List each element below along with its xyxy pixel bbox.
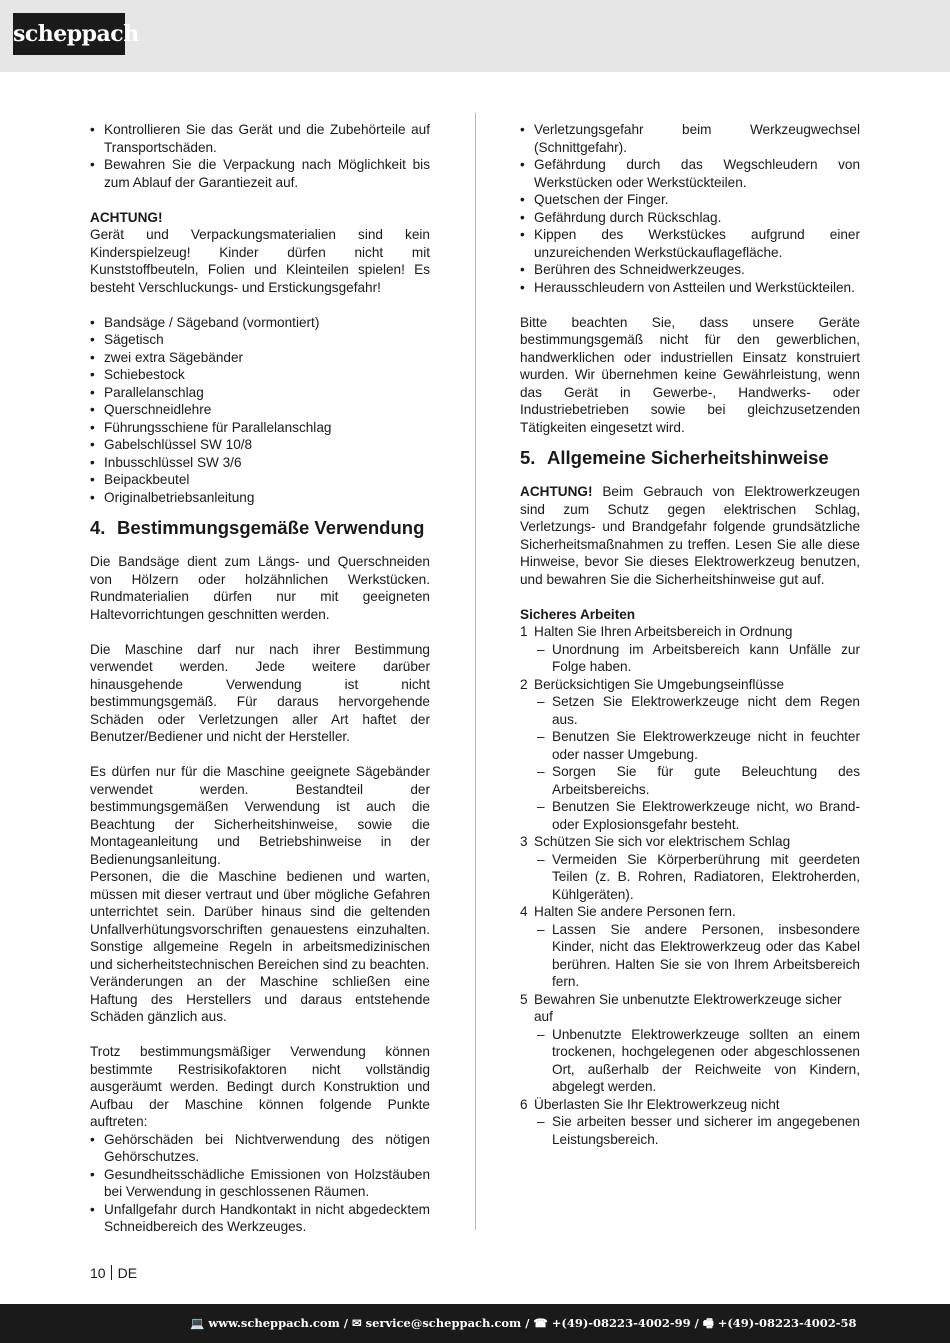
dash-marker: –	[537, 921, 545, 937]
page-number-separator	[111, 1265, 112, 1280]
rule-number: 6	[520, 1096, 528, 1112]
list-item: • Bewahren Sie die Verpackung nach Möglichkeit bis zum Ablauf der Garantiezeit auf.	[90, 156, 430, 191]
list-item: • Beipackbeutel	[90, 471, 430, 489]
list-item: • Gefährdung durch das Wegschleudern von Werkstücken oder Werkstückteilen.	[520, 156, 860, 191]
subsection-title: Sicheres Arbeiten	[520, 606, 636, 622]
rule-detail: Lassen Sie andere Personen, insbesondere Kinder, nicht das Elektrowerkzeug oder das Kabel berühren. Halten Sie sie von Ihrem Arbeitsbereich fern.	[552, 921, 860, 989]
section-4-heading	[90, 517, 430, 539]
list-item: • Unfallgefahr durch Handkontakt in nicht abgedecktem Schneidbereich des Werkzeuges.	[90, 1201, 430, 1236]
warning-label: ACHTUNG!	[520, 484, 593, 499]
language-code: DE	[117, 1265, 138, 1281]
section-number: 4.	[90, 517, 106, 538]
rule-number: 4	[520, 904, 528, 919]
list-item: • Sägetisch	[90, 331, 430, 349]
paragraph: Es dürfen nur für die Maschine geeignete Sägebänder verwendet werden. Bestandteil der bestimmungsgemäßen Verwendung ist auch die Beachtung der Sicherheitshinweise, sowie die Montageanleitung und Betriebshinweise in der Bedienungsanleitung.	[90, 764, 430, 867]
list-item: • Gefährdung durch Rückschlag.	[520, 209, 860, 227]
safety-rule	[520, 623, 860, 676]
list-item: • Gabelschlüssel SW 10/8	[90, 436, 430, 454]
rule-detail: Sorgen Sie für gute Beleuchtung des Arbeitsbereichs.	[552, 764, 860, 797]
paragraph: Trotz bestimmungsmäßiger Verwendung können bestimmte Restrisikofaktoren nicht vollständig ausgeräumt werden. Bedingt durch Konstruktion und Aufbau der Maschine können folgende Punkte auftreten:	[90, 1044, 430, 1129]
left-column	[90, 121, 430, 1236]
dash-marker: –	[537, 1114, 545, 1129]
dash-marker: –	[537, 764, 545, 779]
list-item: • Berühren des Schneidwerkzeuges.	[520, 261, 860, 279]
list-item: • Bandsäge / Sägeband (vormontiert)	[90, 314, 430, 332]
page-header	[0, 0, 950, 72]
warning-text: Gerät und Verpackungsmaterialien sind kein Kinderspielzeug! Kinder dürfen nicht mit Kunststoffbeuteln, Folien und Kleinteilen spielen! Es besteht Verschluckungs- und Erstickungsgefahr!	[90, 227, 430, 295]
rule-number: 1	[520, 624, 528, 639]
dash-marker: –	[537, 851, 545, 867]
rule-detail: Setzen Sie Elektrowerkzeuge nicht dem Regen aus.	[552, 694, 860, 727]
list-item: • Schiebestock	[90, 366, 430, 384]
paragraph: Bitte beachten Sie, dass unsere Geräte bestimmungsgemäß nicht für den gewerblichen, handwerklichen oder industriellen Einsatz konstruiert wurden. Wir übernehmen keine Gewährleistung, wenn das Gerät in Gewerbe-, Handwerks- oder Industriebetrieben sowie bei gleichzusetzenden Tätigkeiten eingesetzt wird.	[520, 314, 860, 435]
list-item: • Kontrollieren Sie das Gerät und die Zubehörteile auf Transportschäden.	[90, 121, 430, 156]
dash-marker: –	[537, 729, 545, 744]
rule-detail: Benutzen Sie Elektrowerkzeuge nicht, wo Brand- oder Explosionsgefahr besteht.	[552, 799, 860, 832]
rule-text: Berücksichtigen Sie Umgebungseinflüsse	[534, 676, 785, 692]
rule-number: 3	[520, 834, 528, 849]
list-item: • Querschneidlehre	[90, 401, 430, 419]
list-item: • Parallelanschlag	[90, 384, 430, 402]
list-item: • Gesundheitsschädliche Emissionen von Holzstäuben bei Verwendung in geschlossenen Räumen.	[90, 1166, 430, 1201]
list-item: • Gehörschäden bei Nichtverwendung des nötigen Gehörschutzes.	[90, 1131, 430, 1166]
list-item: • zwei extra Sägebänder	[90, 349, 430, 367]
list-item: • Quetschen der Finger.	[520, 191, 860, 209]
safety-rule	[520, 676, 860, 834]
dash-marker: –	[537, 799, 545, 814]
list-item: • Verletzungsgefahr beim Werkzeugwechsel (Schnittgefahr).	[520, 121, 860, 156]
section-title: Allgemeine Sicherheitshinweise	[547, 447, 829, 468]
page-footer	[0, 1304, 950, 1343]
page-number-value: 10	[90, 1265, 106, 1281]
page-number	[90, 1265, 137, 1282]
safety-rule	[520, 833, 860, 903]
footer-contact: 💻 www.scheppach.com / ✉ service@scheppach.com / ☎ +(49)-08223-4002-99 / 🖷 +(49)-08223-4002-58	[190, 1316, 857, 1330]
rule-detail: Sie arbeiten besser und sicherer im angegebenen Leistungsbereich.	[552, 1114, 860, 1147]
rule-text: Schützen Sie sich vor elektrischem Schlag	[534, 834, 791, 849]
rule-detail: Unordnung im Arbeitsbereich kann Unfälle zur Folge haben.	[552, 641, 860, 674]
rule-text: Überlasten Sie Ihr Elektrowerkzeug nicht	[534, 1096, 780, 1112]
dash-marker: –	[537, 1026, 545, 1042]
list-item: • Kippen des Werkstückes aufgrund einer unzureichenden Werkstückauflagefläche.	[520, 226, 860, 261]
section-number: 5.	[520, 447, 536, 468]
paragraph: Die Maschine darf nur nach ihrer Bestimmung verwendet werden. Jede weitere darüber hinausgehende Verwendung ist nicht bestimmungsgemäß. Für daraus hervorgehende Schäden oder Verletzungen aller Art haftet der Benutzer/Bediener und nicht der Hersteller.	[90, 641, 430, 744]
rule-text: Halten Sie andere Personen fern.	[534, 904, 736, 919]
dash-marker: –	[537, 641, 545, 657]
warning-title: ACHTUNG!	[90, 209, 163, 225]
dash-marker: –	[537, 694, 545, 709]
rule-text: Bewahren Sie unbenutzte Elektrowerkzeuge sicher auf	[534, 991, 842, 1024]
residual-risk-list	[90, 1131, 430, 1236]
residual-risk-list-continued	[520, 121, 860, 296]
rule-detail: Unbenutzte Elektrowerkzeuge sollten an einem trockenen, hochgelegenen oder abgeschlossenen Ort, außerhalb der Reichweite von Kindern, abgelegt werden.	[552, 1026, 860, 1094]
right-column	[520, 121, 860, 1148]
rule-number: 5	[520, 991, 528, 1007]
paragraph: Personen, die die Maschine bedienen und warten, müssen mit dieser vertraut und über mögliche Gefahren unterrichtet sein. Darüber hinaus sind die geltenden Unfallverhütungsvorschriften genauestens einzuhalten. Sonstige allgemeine Regeln in arbeitsmedizinischen und sicherheitstechnischen Bereichen sind zu beachten.	[90, 869, 430, 972]
rule-detail: Benutzen Sie Elektrowerkzeuge nicht in feuchter oder nasser Umgebung.	[552, 729, 860, 762]
list-item: • Originalbetriebsanleitung	[90, 489, 430, 507]
paragraph: Die Bandsäge dient zum Längs- und Querschneiden von Hölzern oder holzähnlichen Werkstücken. Rundmaterialien dürfen nur mit geeigneten Haltevorrichtungen geschnitten werden.	[90, 554, 430, 622]
section-title: Bestimmungsgemäße Verwendung	[117, 517, 425, 538]
brand-logo: scheppach	[13, 13, 125, 55]
rule-number: 2	[520, 676, 528, 692]
scope-of-delivery-list	[90, 314, 430, 507]
rule-text: Halten Sie Ihren Arbeitsbereich in Ordnung	[534, 624, 793, 639]
list-item: • Führungsschiene für Parallelanschlag	[90, 419, 430, 437]
list-item: • Inbusschlüssel SW 3/6	[90, 454, 430, 472]
section-5-heading	[520, 447, 860, 469]
intro-list	[90, 121, 430, 191]
safety-rule	[520, 1096, 860, 1149]
safety-rule	[520, 991, 860, 1096]
paragraph: Veränderungen an der Maschine schließen eine Haftung des Herstellers und daraus entstehende Schäden gänzlich aus.	[90, 974, 430, 1024]
safety-rule	[520, 903, 860, 991]
column-divider	[475, 113, 476, 1230]
list-item: • Herausschleudern von Astteilen und Werkstückteilen.	[520, 279, 860, 297]
paragraph	[520, 483, 860, 588]
warning-text: Beim Gebrauch von Elektrowerkzeugen sind zum Schutz gegen elektrischen Schlag, Verletzungs- und Brandgefahr folgende grundsätzliche Sicherheitsmaßnahmen zu treffen. Lesen Sie alle diese Hinweise, bevor Sie dieses Elektrowerkzeug benutzen, und bewahren Sie die Sicherheitshinweise gut auf.	[520, 484, 860, 587]
rule-detail: Vermeiden Sie Körperberührung mit geerdeten Teilen (z. B. Rohren, Radiatoren, Elektroherden, Kühlgeräten).	[552, 851, 860, 902]
